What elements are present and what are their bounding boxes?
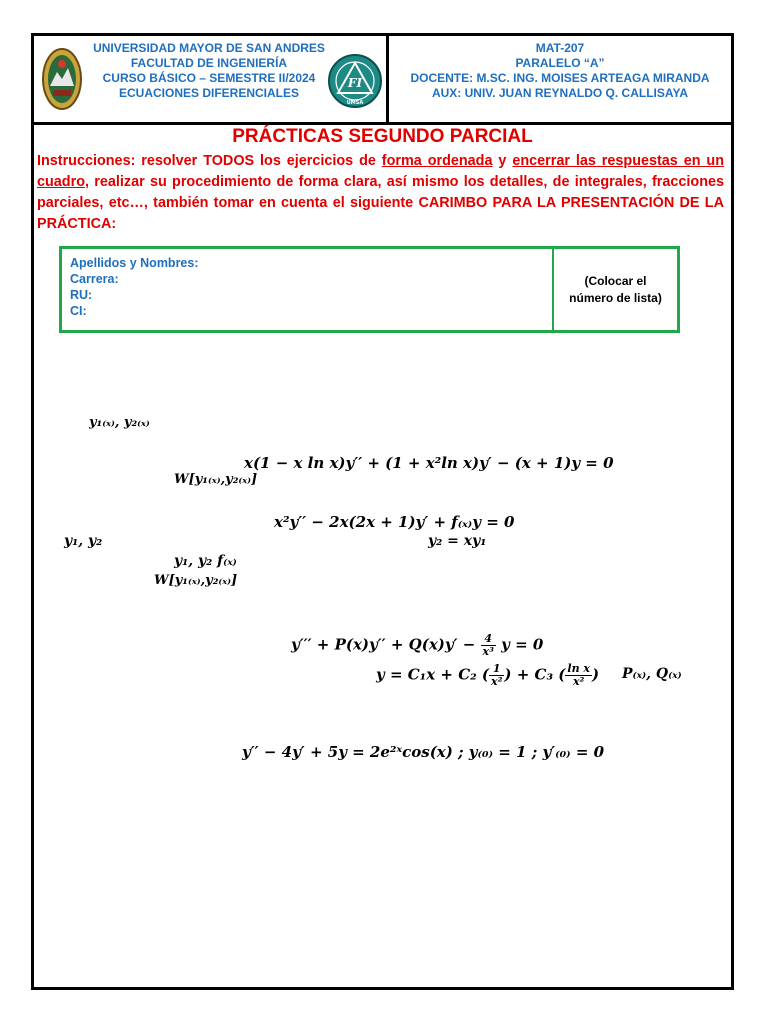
stamp-right-line2: número de lista) bbox=[569, 290, 662, 305]
solution-fraction-2 bbox=[565, 663, 592, 688]
equation-4: y′′ − 4y′ + 5y = 2e²ˣcos(x) ; y₍₀₎ = 1 ; y′₍₀₎ = 0 bbox=[242, 743, 605, 761]
symbol-p-q: P₍ₓ₎, Q₍ₓ₎ bbox=[622, 666, 682, 682]
equation-3 bbox=[291, 633, 543, 658]
course-semester: CURSO BÁSICO – SEMESTRE II/2024 bbox=[102, 71, 316, 85]
instructor: DOCENTE: M.SC. ING. MOISES ARTEAGA MIRANDA bbox=[410, 71, 710, 85]
equation-1: x(1 − x ln x)y′′ + (1 + x²ln x)y′ − (x + 1)y = 0 bbox=[244, 454, 614, 472]
equation-3-fraction-den: x³ bbox=[482, 645, 494, 658]
stamp-list-number bbox=[554, 249, 677, 330]
solution-mid: + C₃ bbox=[511, 665, 554, 684]
instructions-underline-1: forma ordenada bbox=[381, 153, 493, 169]
instructions-text-2: y bbox=[492, 153, 513, 169]
section: PARALELO “A” bbox=[515, 56, 605, 70]
presentation-stamp bbox=[59, 246, 680, 333]
page-frame bbox=[31, 33, 734, 990]
solution-fraction-1 bbox=[489, 663, 504, 688]
equation-3-fraction-num: 4 bbox=[481, 633, 496, 646]
symbol-wronskian-1: W[y₁₍ₓ₎,y₂₍ₓ₎] bbox=[174, 472, 258, 487]
svg-text:FI: FI bbox=[347, 76, 363, 90]
solution-lead: y = C₁x + C₂ bbox=[376, 665, 477, 684]
header-right-text bbox=[389, 41, 731, 101]
course-code: MAT-207 bbox=[535, 41, 585, 55]
equation-2: x²y′′ − 2x(2x + 1)y′ + f₍ₓ₎y = 0 bbox=[274, 513, 515, 531]
page-title: PRÁCTICAS SEGUNDO PARCIAL bbox=[232, 126, 533, 147]
symbol-y1-y2-b: y₁, y₂ bbox=[64, 533, 103, 549]
symbol-y1-y2-f: y₁, y₂ f₍ₓ₎ bbox=[174, 553, 237, 569]
equation-3-tail: y = 0 bbox=[501, 635, 544, 654]
header-left-text bbox=[86, 41, 332, 101]
header-right bbox=[389, 36, 731, 122]
equation-3-lead: y′′′ + P(x)y′′ + Q(x)y′ − bbox=[291, 635, 481, 654]
equation-3-fraction bbox=[481, 633, 496, 658]
solution-fraction-1-num: 1 bbox=[489, 663, 504, 676]
stamp-right-line1: (Colocar el bbox=[584, 273, 647, 288]
symbol-y1-y2: y₁₍ₓ₎, y₂₍ₓ₎ bbox=[89, 415, 150, 430]
university-name: UNIVERSIDAD MAYOR DE SAN ANDRES bbox=[93, 41, 325, 55]
header-left bbox=[34, 36, 389, 122]
instructions-text-3: , realizar su procedimiento de forma clara, así mismo los detalles, de integrales, fracciones parciales, etc…, también tomar en cuenta el siguiente CARIMBO PARA LA PRESENTACIÓN DE LA PRÁCTICA: bbox=[37, 174, 724, 232]
solution-fraction-2-num: ln x bbox=[567, 662, 590, 675]
relation-y2: y₂ = xy₁ bbox=[428, 533, 487, 549]
faculty-logo-icon bbox=[327, 53, 383, 109]
stamp-field-names: Apellidos y Nombres: bbox=[70, 256, 199, 270]
stamp-fields bbox=[70, 255, 199, 319]
header bbox=[34, 36, 731, 125]
instructions-underline-2: encerrar las respuestas en un cuadro bbox=[37, 153, 725, 190]
faculty-name: FACULTAD DE INGENIERÍA bbox=[130, 56, 288, 70]
stamp-field-career: Carrera: bbox=[70, 272, 119, 286]
solution-fraction-1-den: x² bbox=[491, 675, 503, 688]
assistant: AUX: UNIV. JUAN REYNALDO Q. CALLISAYA bbox=[431, 86, 689, 100]
stamp-field-ru: RU: bbox=[70, 288, 93, 302]
general-solution: y = C₁x + C₂ ( $\frac{1}{\text{x²}}$ ) + C₃ ( $\frac{\text{ln x}}{\text{x²}}$ ) bbox=[376, 662, 600, 688]
instructions bbox=[37, 151, 724, 235]
university-seal-icon bbox=[41, 46, 83, 112]
instructions-text-1: Instrucciones: resolver TODOS los ejercicios de bbox=[37, 153, 382, 169]
subject-name: ECUACIONES DIFERENCIALES bbox=[118, 86, 300, 100]
svg-text:UMSA: UMSA bbox=[346, 100, 364, 106]
solution-fraction-2-den: x² bbox=[572, 675, 585, 688]
symbol-wronskian-2: W[y₁₍ₓ₎,y₂₍ₓ₎] bbox=[154, 573, 238, 588]
stamp-field-ci: CI: bbox=[70, 304, 87, 318]
